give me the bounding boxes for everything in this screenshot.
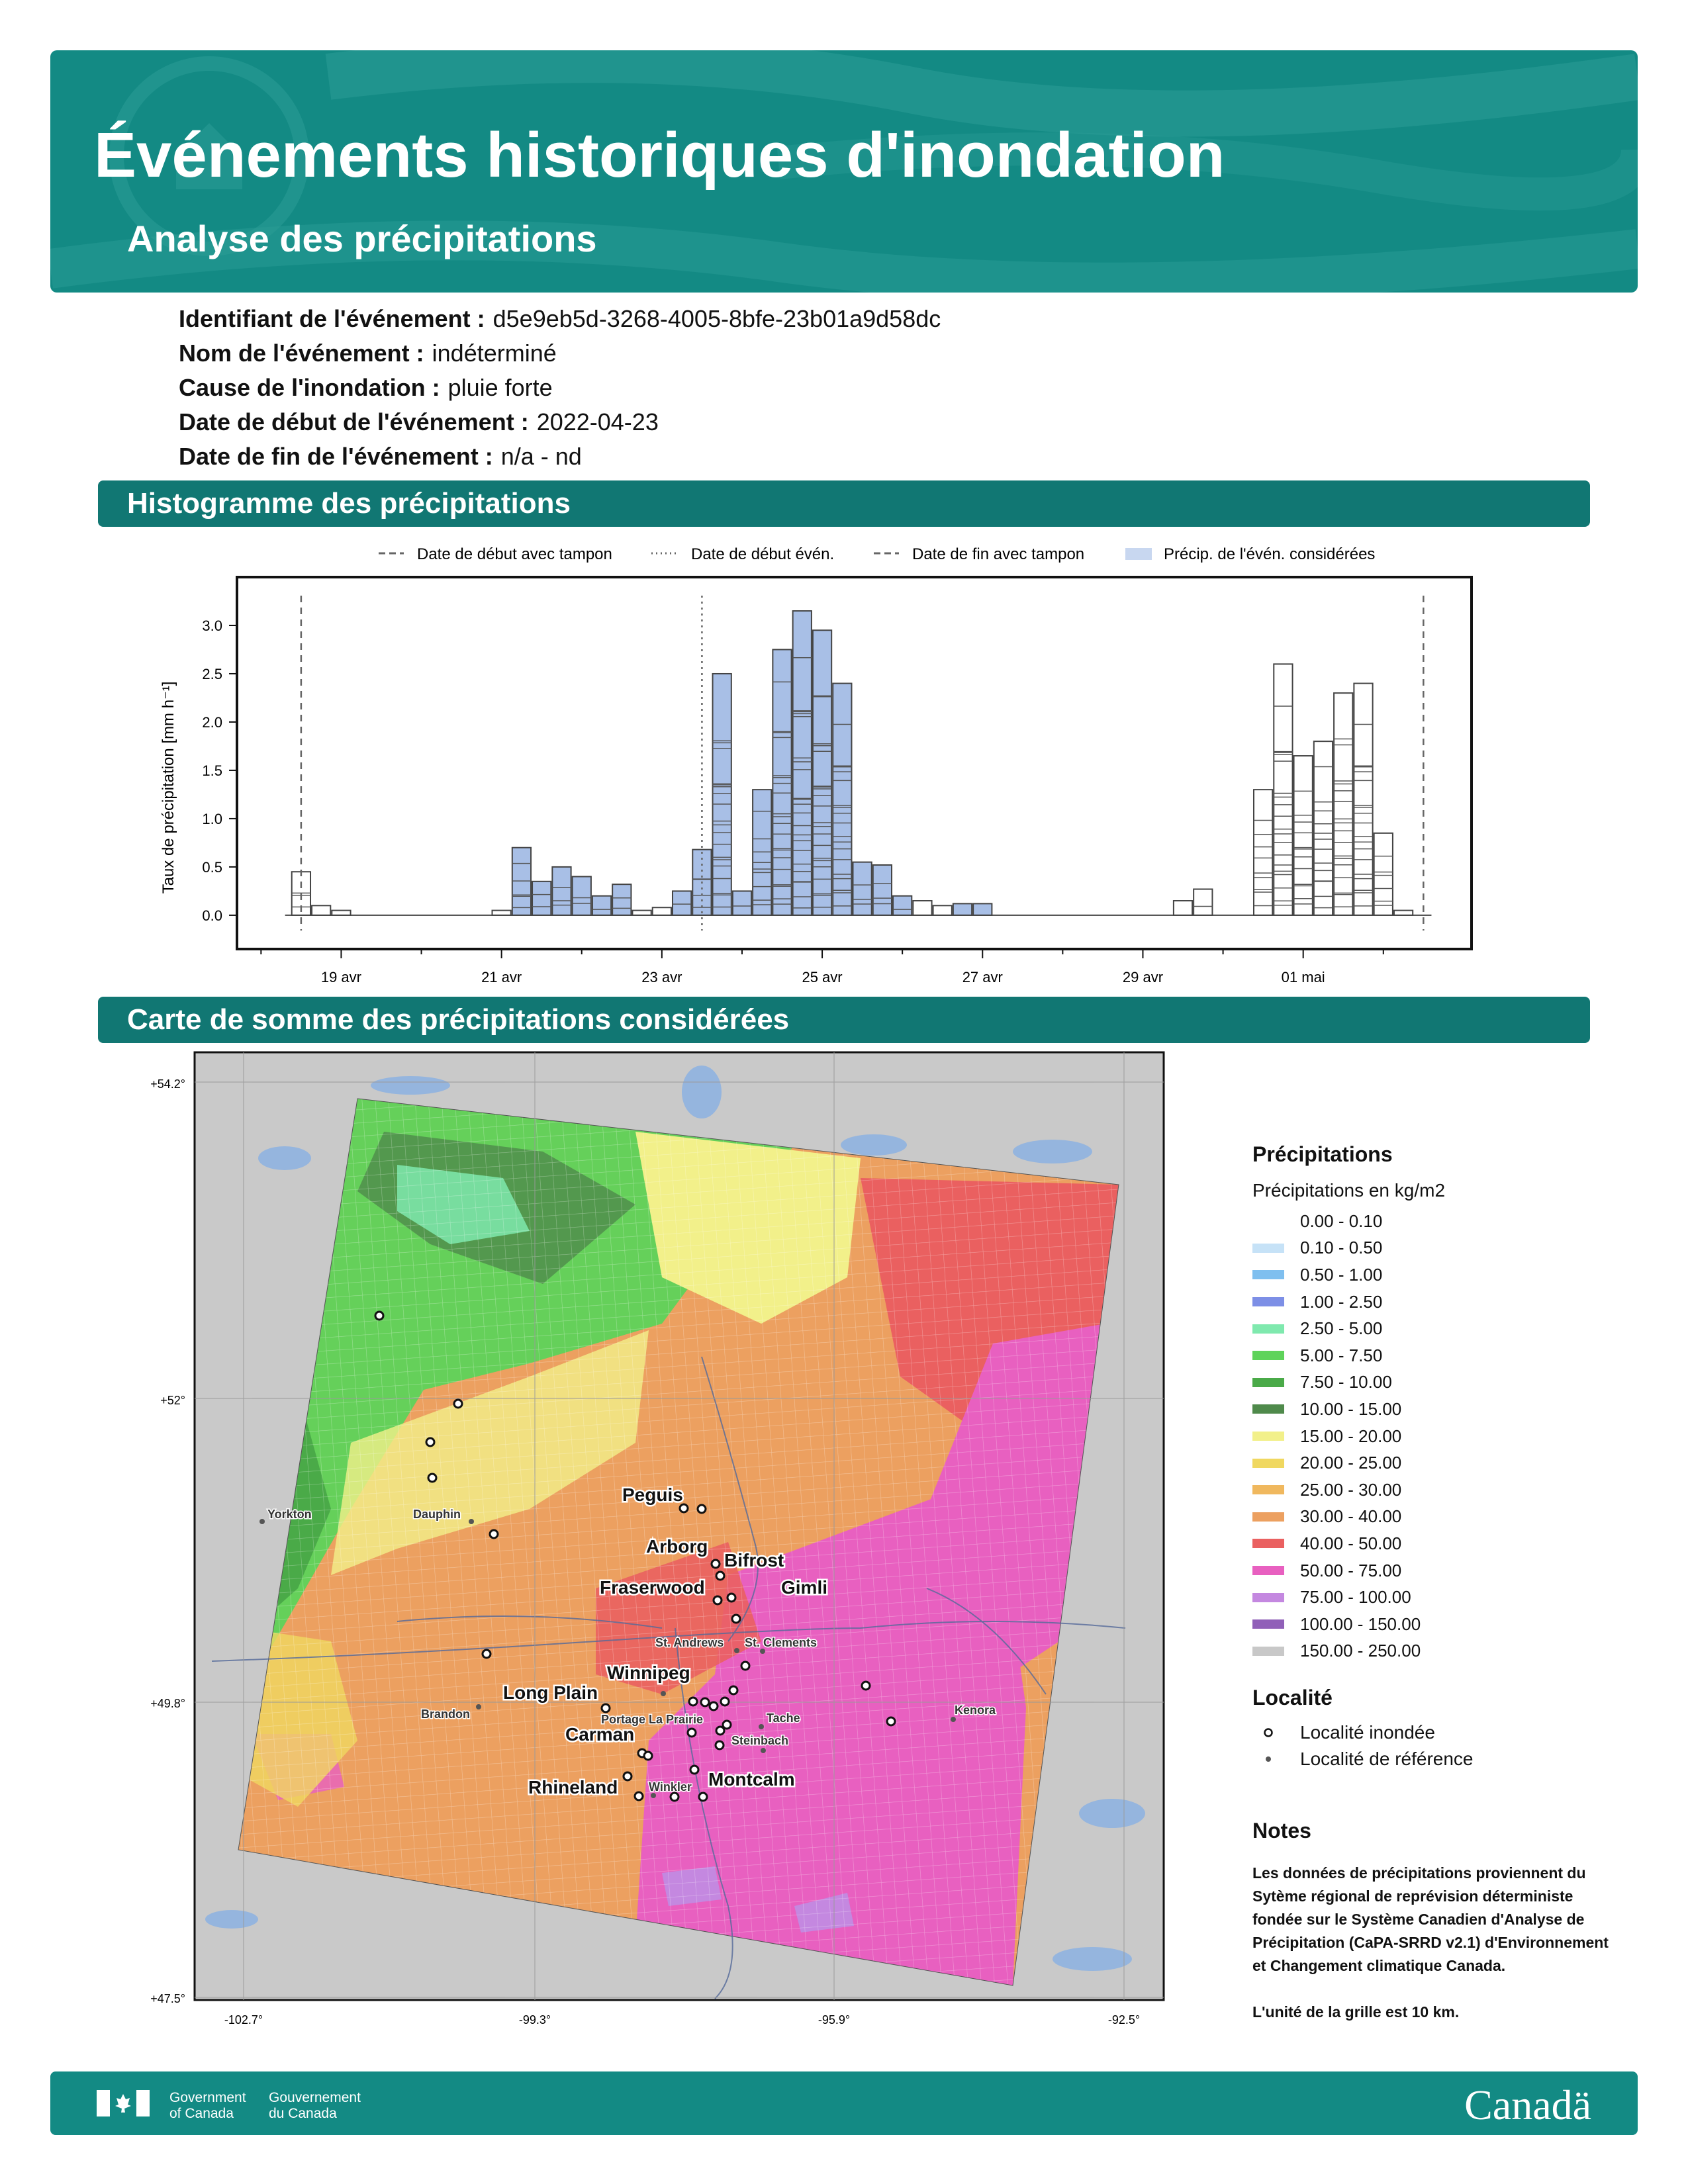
ref-label-st-clements: St. Clements <box>745 1636 818 1649</box>
lon-label-102-7: -102.7° <box>224 2013 263 2026</box>
histogram-bar <box>733 891 751 915</box>
histogram-bar <box>1374 833 1393 915</box>
flood-cause-label: Cause de l'inondation : <box>179 374 440 401</box>
canada-flag-icon <box>97 2090 150 2116</box>
legend-item <box>1252 1315 1623 1342</box>
ref-label-dauphin: Dauphin <box>413 1508 461 1521</box>
y-tick-label: 2.0 <box>202 713 222 731</box>
histogram-bar <box>492 911 511 915</box>
gov-fr <box>269 2090 361 2122</box>
lat-label-52: +52° <box>160 1394 185 1407</box>
legend-swatch <box>1252 1459 1284 1468</box>
histogram-bar <box>813 630 831 915</box>
locality-title: Localité <box>1252 1686 1333 1710</box>
x-tick-label: 23 avr <box>641 969 682 985</box>
legend-range-label: 50.00 - 75.00 <box>1300 1560 1402 1580</box>
legend-event-start-label: Date de début évén. <box>691 545 835 563</box>
legend-item <box>1252 1342 1623 1369</box>
legend-swatch <box>1252 1244 1284 1253</box>
end-date-label: Date de fin de l'événement : <box>179 443 493 470</box>
canada-wordmark: Canadä <box>1464 2081 1591 2128</box>
histogram-bar <box>1254 790 1272 915</box>
histogram-bar <box>1354 684 1372 915</box>
y-tick-label: 2.5 <box>202 665 222 682</box>
legend-item <box>1252 1477 1623 1504</box>
histogram-bar <box>913 901 931 915</box>
flood-cause-value: pluie forte <box>447 374 553 401</box>
town-label-rhineland: Rhineland <box>528 1777 618 1797</box>
histogram-bar <box>332 911 350 915</box>
legend-item <box>1252 1396 1623 1423</box>
legend-range-label: 2.50 - 5.00 <box>1300 1318 1383 1339</box>
legend-range-label: 40.00 - 50.00 <box>1300 1533 1402 1553</box>
ref-label-winkler: Winkler <box>649 1780 692 1794</box>
legend-item <box>1252 1530 1623 1557</box>
legend-reference-locality <box>1252 1746 1623 1772</box>
legend-range-label: 20.00 - 25.00 <box>1300 1453 1402 1473</box>
histogram-bar <box>873 865 892 915</box>
map-section-title: Carte de somme des précipitations considérées <box>127 1003 790 1036</box>
histogram-bar <box>1274 664 1292 915</box>
event-info <box>179 302 941 474</box>
legend-range-label: 150.00 - 250.00 <box>1300 1641 1421 1661</box>
legend-item <box>1252 1235 1623 1262</box>
legend-range-label: 0.10 - 0.50 <box>1300 1238 1383 1258</box>
histogram-bar <box>973 903 992 915</box>
legend-swatch <box>1252 1297 1284 1306</box>
histogram-bar <box>1394 911 1413 915</box>
x-tick-label: 01 mai <box>1281 969 1325 985</box>
map-svg <box>132 1046 1192 2052</box>
legend-swatch <box>1252 1404 1284 1414</box>
legend-range-label: 10.00 - 15.00 <box>1300 1398 1402 1419</box>
lat-label-54-2: +54.2° <box>150 1077 185 1091</box>
histogram-bar <box>1174 901 1192 915</box>
legend-swatch <box>1252 1647 1284 1656</box>
end-date-row <box>179 439 941 474</box>
town-label-winnipeg: Winnipeg <box>607 1662 690 1683</box>
flooded-circle-icon <box>1252 1727 1284 1738</box>
header-banner <box>50 50 1638 293</box>
legend-range-label: 7.50 - 10.00 <box>1300 1372 1392 1392</box>
event-id-row <box>179 302 941 336</box>
legend-swatch <box>1252 1485 1284 1494</box>
map-section-header <box>98 997 1590 1043</box>
histogram-bar <box>592 896 611 915</box>
event-id-value: d5e9eb5d-3268-4005-8bfe-23b01a9d58dc <box>492 305 941 332</box>
legend-swatch <box>1252 1512 1284 1522</box>
x-tick-label: 21 avr <box>481 969 522 985</box>
chart-legend <box>379 545 1375 563</box>
histogram-bar <box>933 905 952 915</box>
histogram-bar <box>1294 756 1313 915</box>
page-subtitle: Analyse des précipitations <box>127 218 597 259</box>
lon-label-92-5: -92.5° <box>1107 2013 1141 2026</box>
footer <box>50 2071 1638 2135</box>
town-label-arborg: Arborg <box>646 1536 708 1557</box>
legend-item <box>1252 1289 1623 1316</box>
precipitation-histogram <box>146 529 1562 993</box>
y-tick-label: 0.5 <box>202 858 222 876</box>
y-tick-label: 3.0 <box>202 617 222 634</box>
legend-item <box>1252 1504 1623 1531</box>
start-date-row <box>179 405 941 439</box>
histogram-bar <box>1334 693 1352 915</box>
y-tick-label: 1.0 <box>202 810 222 827</box>
histogram-bar <box>312 905 330 915</box>
notes <box>1252 1819 1623 2047</box>
legend-swatch <box>1252 1351 1284 1360</box>
histogram-bar <box>632 911 651 915</box>
event-name-value: indéterminé <box>432 340 557 367</box>
legend-range-label: 100.00 - 150.00 <box>1300 1614 1421 1634</box>
legend-swatch <box>1252 1270 1284 1279</box>
ref-label-portage: Portage La Prairie <box>601 1713 704 1726</box>
start-date-label: Date de début de l'événement : <box>179 408 529 435</box>
histogram-section-title: Histogramme des précipitations <box>127 487 571 520</box>
gov-en-line1: Government <box>169 2090 246 2105</box>
notes-title: Notes <box>1252 1819 1311 1843</box>
legend-item <box>1252 1449 1623 1477</box>
legend-range-label: 5.00 - 7.50 <box>1300 1345 1383 1365</box>
town-label-carman: Carman <box>565 1724 635 1745</box>
histogram-bar <box>552 867 571 915</box>
legend-swatch <box>1252 1566 1284 1575</box>
town-label-bifrost: Bifrost <box>724 1550 784 1570</box>
reference-dot-icon <box>1252 1754 1284 1764</box>
legend-swatch <box>1252 1539 1284 1548</box>
x-tick-label: 29 avr <box>1122 969 1164 985</box>
legend-swatch <box>1252 1593 1284 1602</box>
lon-label-99-3: -99.3° <box>518 2013 551 2026</box>
legend-range-label: 0.00 - 0.10 <box>1300 1210 1383 1231</box>
town-label-montcalm: Montcalm <box>708 1769 795 1790</box>
legend-range-label: 0.50 - 1.00 <box>1300 1264 1383 1285</box>
ref-label-tache: Tache <box>767 1711 800 1725</box>
legend-range-label: 25.00 - 30.00 <box>1300 1479 1402 1500</box>
precipitation-map <box>132 1046 1192 2052</box>
y-axis-label: Taux de précipitation [mm h⁻¹] <box>160 681 177 894</box>
histogram-bar <box>1314 741 1333 915</box>
legend-considered-label: Précip. de l'évén. considérées <box>1164 545 1376 563</box>
ref-label-kenora: Kenora <box>955 1704 996 1717</box>
histogram-bar <box>573 877 591 915</box>
histogram-bar <box>833 684 851 915</box>
start-date-value: 2022-04-23 <box>536 408 659 435</box>
ref-label-steinbach: Steinbach <box>731 1734 789 1747</box>
x-tick-label: 25 avr <box>802 969 843 985</box>
legend-swatch <box>1252 1378 1284 1387</box>
ref-label-st-andrews: St. Andrews <box>655 1636 724 1649</box>
histogram-bar <box>673 891 691 915</box>
page-title: Événements historiques d'inondation <box>94 120 1225 191</box>
histogram-bar <box>753 790 771 915</box>
legend-item <box>1252 1638 1623 1665</box>
y-tick-label: 1.5 <box>202 762 222 779</box>
histogram-bar <box>893 896 912 915</box>
town-label-peguis: Peguis <box>622 1484 683 1505</box>
histogram-bars <box>285 596 1432 931</box>
legend-item <box>1252 1423 1623 1450</box>
histogram-bar <box>793 611 812 915</box>
legend-range-label: 30.00 - 40.00 <box>1300 1506 1402 1527</box>
histogram-bar <box>653 907 671 915</box>
legend-item <box>1252 1557 1623 1584</box>
end-date-value: n/a - nd <box>500 443 582 470</box>
gov-fr-line2: du Canada <box>269 2106 337 2121</box>
map-legend <box>1252 1142 1623 1772</box>
legend-title: Précipitations <box>1252 1142 1393 1166</box>
legend-flooded-locality <box>1252 1719 1623 1746</box>
legend-swatch <box>1252 1216 1284 1226</box>
legend-item <box>1252 1261 1623 1289</box>
town-label-long-plain: Long Plain <box>503 1682 598 1703</box>
notes-text-grid: L'unité de la grille est 10 km. <box>1252 2003 1460 2021</box>
legend-flooded-label: Localité inondée <box>1300 1722 1435 1743</box>
event-id-label: Identifiant de l'événement : <box>179 305 485 332</box>
ref-label-brandon: Brandon <box>421 1707 470 1721</box>
legend-considered-patch <box>1125 548 1152 560</box>
legend-item <box>1252 1369 1623 1396</box>
legend-item <box>1252 1584 1623 1611</box>
legend-item <box>1252 1611 1623 1638</box>
town-label-gimli: Gimli <box>781 1577 828 1598</box>
x-tick-label: 19 avr <box>320 969 362 985</box>
histogram-svg <box>146 529 1562 993</box>
histogram-section-header <box>98 480 1590 527</box>
gov-en <box>169 2090 246 2122</box>
histogram-bar <box>953 903 972 915</box>
event-name-row <box>179 336 941 371</box>
legend-range-label: 15.00 - 20.00 <box>1300 1426 1402 1446</box>
legend-range-label: 75.00 - 100.00 <box>1300 1587 1411 1608</box>
x-tick-label: 27 avr <box>962 969 1003 985</box>
legend-range-label: 1.00 - 2.50 <box>1300 1291 1383 1312</box>
ref-label-yorkton: Yorkton <box>267 1508 312 1521</box>
legend-item <box>1252 1208 1623 1235</box>
legend-swatch <box>1252 1324 1284 1334</box>
legend-buffer-end-label: Date de fin avec tampon <box>912 545 1085 563</box>
histogram-bar <box>612 884 631 915</box>
lat-label-49-8: +49.8° <box>150 1697 185 1710</box>
lon-label-95-9: -95.9° <box>818 2013 851 2026</box>
gov-en-line2: of Canada <box>169 2106 234 2121</box>
histogram-bar <box>853 862 871 915</box>
notes-text-source: Les données de précipitations proviennent du Sytème régional de reprévision déterministe fondée sur le Système Canadien d'Analyse de Précipitation (CaPA-SRRD v2.1) d'Environnement et Changement climatique Canada. <box>1252 1864 1609 1974</box>
town-label-fraserwood: Fraserwood <box>600 1577 705 1598</box>
event-name-label: Nom de l'événement : <box>179 340 424 367</box>
lat-label-47-5: +47.5° <box>150 1992 185 2005</box>
legend-reference-label: Localité de référence <box>1300 1749 1474 1770</box>
histogram-bar <box>1194 889 1212 915</box>
y-tick-label: 0.0 <box>202 907 222 924</box>
gov-fr-line1: Gouvernement <box>269 2090 361 2105</box>
legend-swatch <box>1252 1432 1284 1441</box>
legend-buffer-start-label: Date de début avec tampon <box>417 545 612 563</box>
histogram-bar <box>532 882 551 915</box>
histogram-bar <box>773 649 791 915</box>
legend-items <box>1252 1208 1623 1664</box>
legend-unit: Précipitations en kg/m2 <box>1252 1180 1446 1201</box>
flood-cause-row <box>179 371 941 405</box>
legend-swatch <box>1252 1619 1284 1629</box>
